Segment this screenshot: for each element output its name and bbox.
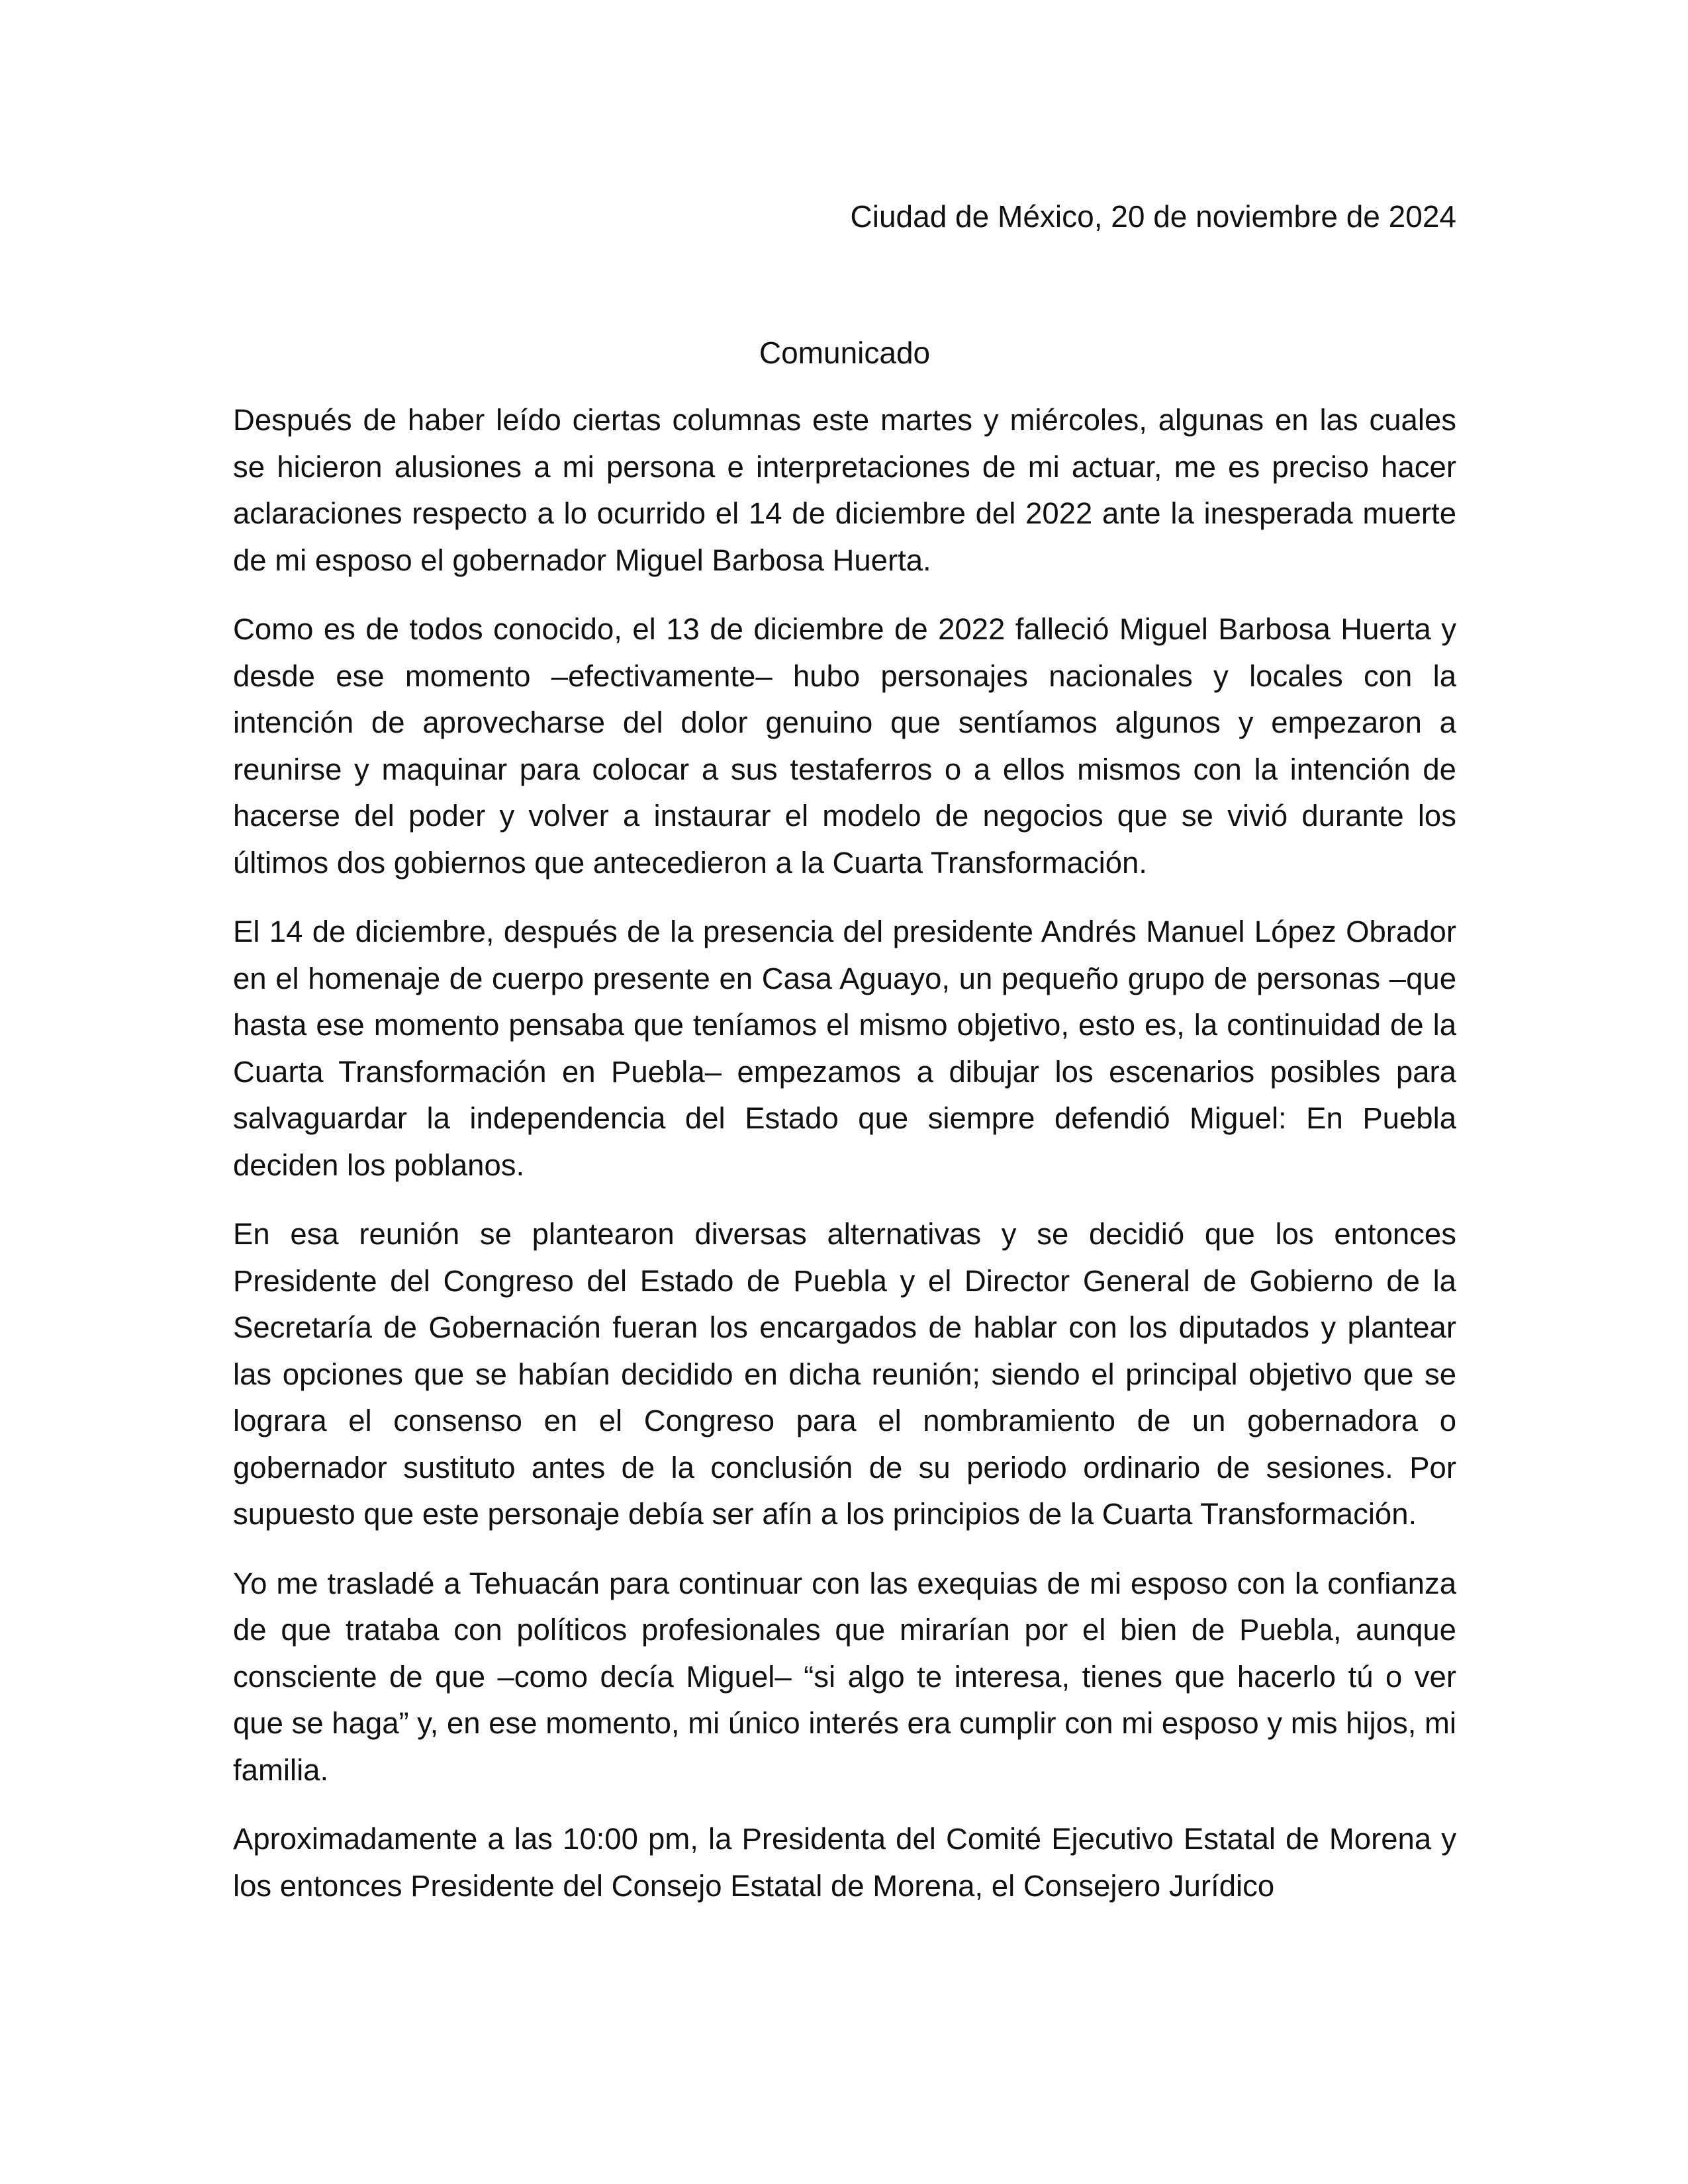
date-line: Ciudad de México, 20 de noviembre de 2024 <box>850 199 1456 234</box>
document-title: Comunicado <box>759 336 931 370</box>
paragraph: En esa reunión se plantearon diversas alternativas y se decidió que los entonces Presidente del Congreso del Estado de Puebla y el Director General de Gobierno de la Secretaría de Gobernación fueran los encargados de hablar con los diputados y plantear las opciones que se habían decidido en dicha reunión; siendo el principal objetivo que se lograra el consenso en el Congreso para el nombramiento de un gobernadora o gobernador sustituto antes de la conclusión de su periodo ordinario de sesiones. Por supuesto que este personaje debía ser afín a los principios de la Cuarta Transformación. <box>233 1217 1456 1531</box>
paragraph: Como es de todos conocido, el 13 de diciembre de 2022 falleció Miguel Barbosa Huerta y desde ese momento –efectivamente– hubo personajes nacionales y locales con la intención de aprovecharse del dolor genuino que sentíamos algunos y empezaron a reunirse y maquinar para colocar a sus testaferros o a ellos mismos con la intención de hacerse del poder y volver a instaurar el modelo de negocios que se vivió durante los últimos dos gobiernos que antecedieron a la Cuarta Transformación. <box>233 612 1456 880</box>
paragraph: Yo me trasladé a Tehuacán para continuar con las exequias de mi esposo con la confianza de que trataba con políticos profesionales que mirarían por el bien de Puebla, aunque consciente de que –como decía Miguel– “si algo te interesa, tienes que hacerlo tú o ver que se haga” y, en ese momento, mi único interés era cumplir con mi esposo y mis hijos, mi familia. <box>233 1566 1456 1787</box>
paragraph: El 14 de diciembre, después de la presencia del presidente Andrés Manuel López Obrador en el homenaje de cuerpo presente en Casa Aguayo, un pequeño grupo de personas –que hasta ese momento pensaba que teníamos el mismo objetivo, esto es, la continuidad de la Cuarta Transformación en Puebla– empezamos a dibujar los escenarios posibles para salvaguardar la independencia del Estado que siempre defendió Miguel: En Puebla deciden los poblanos. <box>233 915 1456 1182</box>
paragraph: Aproximadamente a las 10:00 pm, la Presidenta del Comité Ejecutivo Estatal de Morena y los entonces Presidente del Consejo Estatal de Morena, el Consejero Jurídico <box>233 1822 1456 1903</box>
document-body <box>233 397 1456 1932</box>
paragraph: Después de haber leído ciertas columnas este martes y miércoles, algunas en las cuales se hicieron alusiones a mi persona e interpretaciones de mi actuar, me es preciso hacer aclaraciones respecto a lo ocurrido el 14 de diciembre del 2022 ante la inesperada muerte de mi esposo el gobernador Miguel Barbosa Huerta. <box>233 403 1456 577</box>
